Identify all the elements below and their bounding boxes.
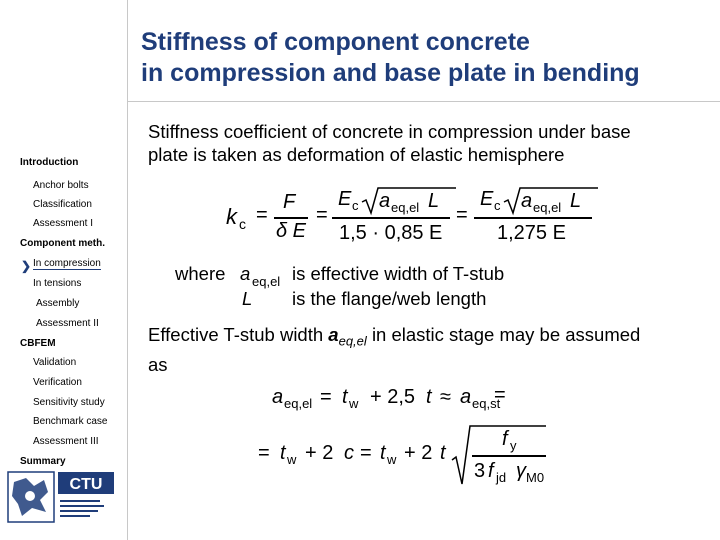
fraction-bar-2 — [332, 217, 450, 219]
effective-text-part-1: Effective T-stub width — [148, 324, 324, 345]
where-desc-aeq: is effective width of T-stub — [292, 263, 505, 284]
f3-t-symbol: t — [440, 442, 446, 464]
fraction-bar-4 — [472, 455, 546, 457]
nav-item-assessment-3[interactable]: Assessment III — [33, 436, 99, 447]
title-line-1: Stiffness of component concrete — [141, 28, 530, 56]
nav-item-assessment-2[interactable]: Assessment II — [36, 318, 99, 329]
effective-line-1 — [148, 323, 708, 353]
f3-tw-symbol-2: t — [380, 442, 386, 464]
nav-item-verification[interactable]: Verification — [33, 377, 82, 388]
aeq-symbol-2: a — [521, 190, 533, 212]
f3-plus-2: + 2 — [305, 442, 334, 464]
sidebar-divider — [127, 0, 128, 540]
aeq-symbol: a — [379, 190, 391, 212]
denominator-2: 1,275 E — [497, 222, 566, 244]
L-symbol-2: L — [570, 190, 582, 212]
fraction-bar-3 — [474, 217, 592, 219]
f2-eq: = — [320, 386, 332, 408]
effective-width-text — [148, 323, 708, 376]
nav-item-summary[interactable]: Summary — [20, 456, 66, 467]
L-symbol: L — [428, 190, 440, 212]
Ec-subscript-2: c — [494, 198, 501, 213]
kc-symbol: k — [226, 204, 237, 229]
nav-item-benchmark-case[interactable]: Benchmark case — [33, 416, 108, 427]
f3-c-symbol: c — [344, 442, 354, 464]
ctu-logo — [6, 470, 116, 525]
f2-t-symbol: t — [426, 386, 432, 408]
effective-text-part-2: in elastic stage may be assumed — [371, 324, 641, 345]
intro-text — [148, 120, 631, 166]
f3-tw-subscript-2: w — [387, 452, 397, 467]
intro-line-1: Stiffness coefficient of concrete in compression under base — [148, 121, 631, 142]
nav-item-validation[interactable]: Validation — [33, 357, 77, 368]
f2-aeq-symbol: a — [272, 386, 284, 408]
where-aeq-symbol: a — [240, 263, 251, 284]
formula-kc — [226, 186, 606, 250]
current-section-arrow-icon: ❯ — [21, 259, 32, 273]
where-desc-L: is the flange/web length — [292, 288, 487, 309]
Ec-symbol-2: E — [480, 188, 494, 210]
f3-tw-symbol: t — [280, 442, 286, 464]
logo-ctu-text: CTU — [69, 476, 103, 493]
nav-item-component-method[interactable]: Component meth. — [20, 238, 105, 249]
f2-aeq-subscript: eq,el — [284, 396, 313, 411]
f3-plus-2b: + 2 — [404, 442, 433, 464]
gamma-subscript: M0 — [526, 470, 545, 485]
f3-eq-2: = — [360, 442, 372, 464]
effective-aeq-symbol: a — [328, 324, 339, 345]
fraction-denominator-delta-E: δ E — [276, 220, 307, 242]
nav-item-in-compression[interactable]: In compression — [33, 258, 101, 269]
where-aeq-subscript: eq,el — [252, 274, 281, 289]
f2-ast-symbol: a — [460, 386, 472, 408]
gamma-symbol: γ — [516, 460, 526, 482]
denominator-1: 1,5 · 0,85 E — [339, 222, 443, 244]
nav-item-assembly[interactable]: Assembly — [36, 298, 80, 309]
Ec-symbol: E — [338, 188, 352, 210]
eq-3: = — [456, 204, 468, 226]
eq-2: = — [316, 204, 328, 226]
formula-tw-2c — [258, 424, 548, 490]
aeq-subscript: eq,el — [391, 200, 420, 215]
nav-item-sensitivity-study[interactable]: Sensitivity study — [33, 397, 105, 408]
effective-line-2: as — [148, 353, 168, 375]
f2-plus-2-5: + 2,5 — [370, 386, 416, 408]
fraction-bar-1 — [274, 217, 308, 219]
f2-ast-subscript: eq,st — [472, 396, 501, 411]
title-divider — [127, 101, 720, 102]
nav-item-assessment-1[interactable]: Assessment I — [33, 218, 94, 229]
f2-tw-subscript: w — [349, 396, 359, 411]
effective-aeq-subscript: eq,el — [338, 333, 367, 349]
fy-subscript: y — [510, 438, 517, 453]
f2-approx: ≈ — [440, 386, 451, 408]
title-line-2: in compression and base plate in bending — [141, 59, 640, 87]
nav-item-cbfem[interactable]: CBFEM — [20, 338, 56, 349]
fy-symbol: f — [502, 428, 508, 450]
kc-subscript: c — [239, 216, 246, 232]
nav-item-introduction[interactable]: Introduction — [20, 157, 79, 168]
formula-aeq-el — [272, 384, 532, 416]
three-number: 3 — [474, 460, 486, 482]
aeq-subscript-2: eq,el — [533, 200, 562, 215]
fjd-symbol: f — [488, 460, 494, 482]
fjd-subscript: jd — [496, 470, 507, 485]
slide-title — [141, 27, 640, 89]
intro-line-2: plate is taken as deformation of elastic hemisphere — [148, 144, 565, 165]
nav-item-classification[interactable]: Classification — [33, 199, 92, 210]
fraction-numerator-F: F — [283, 191, 296, 213]
nav-item-anchor-bolts[interactable]: Anchor bolts — [33, 180, 89, 191]
f2-tw-symbol: t — [342, 386, 348, 408]
where-word: where — [175, 263, 226, 284]
nav-item-in-tensions[interactable]: In tensions — [33, 278, 82, 289]
Ec-subscript: c — [352, 198, 359, 213]
f2-trailing-eq: = — [494, 384, 506, 406]
f3-eq-1: = — [258, 442, 270, 464]
f3-tw-subscript: w — [287, 452, 297, 467]
eq-1: = — [256, 204, 268, 226]
where-L-symbol: L — [242, 288, 253, 309]
